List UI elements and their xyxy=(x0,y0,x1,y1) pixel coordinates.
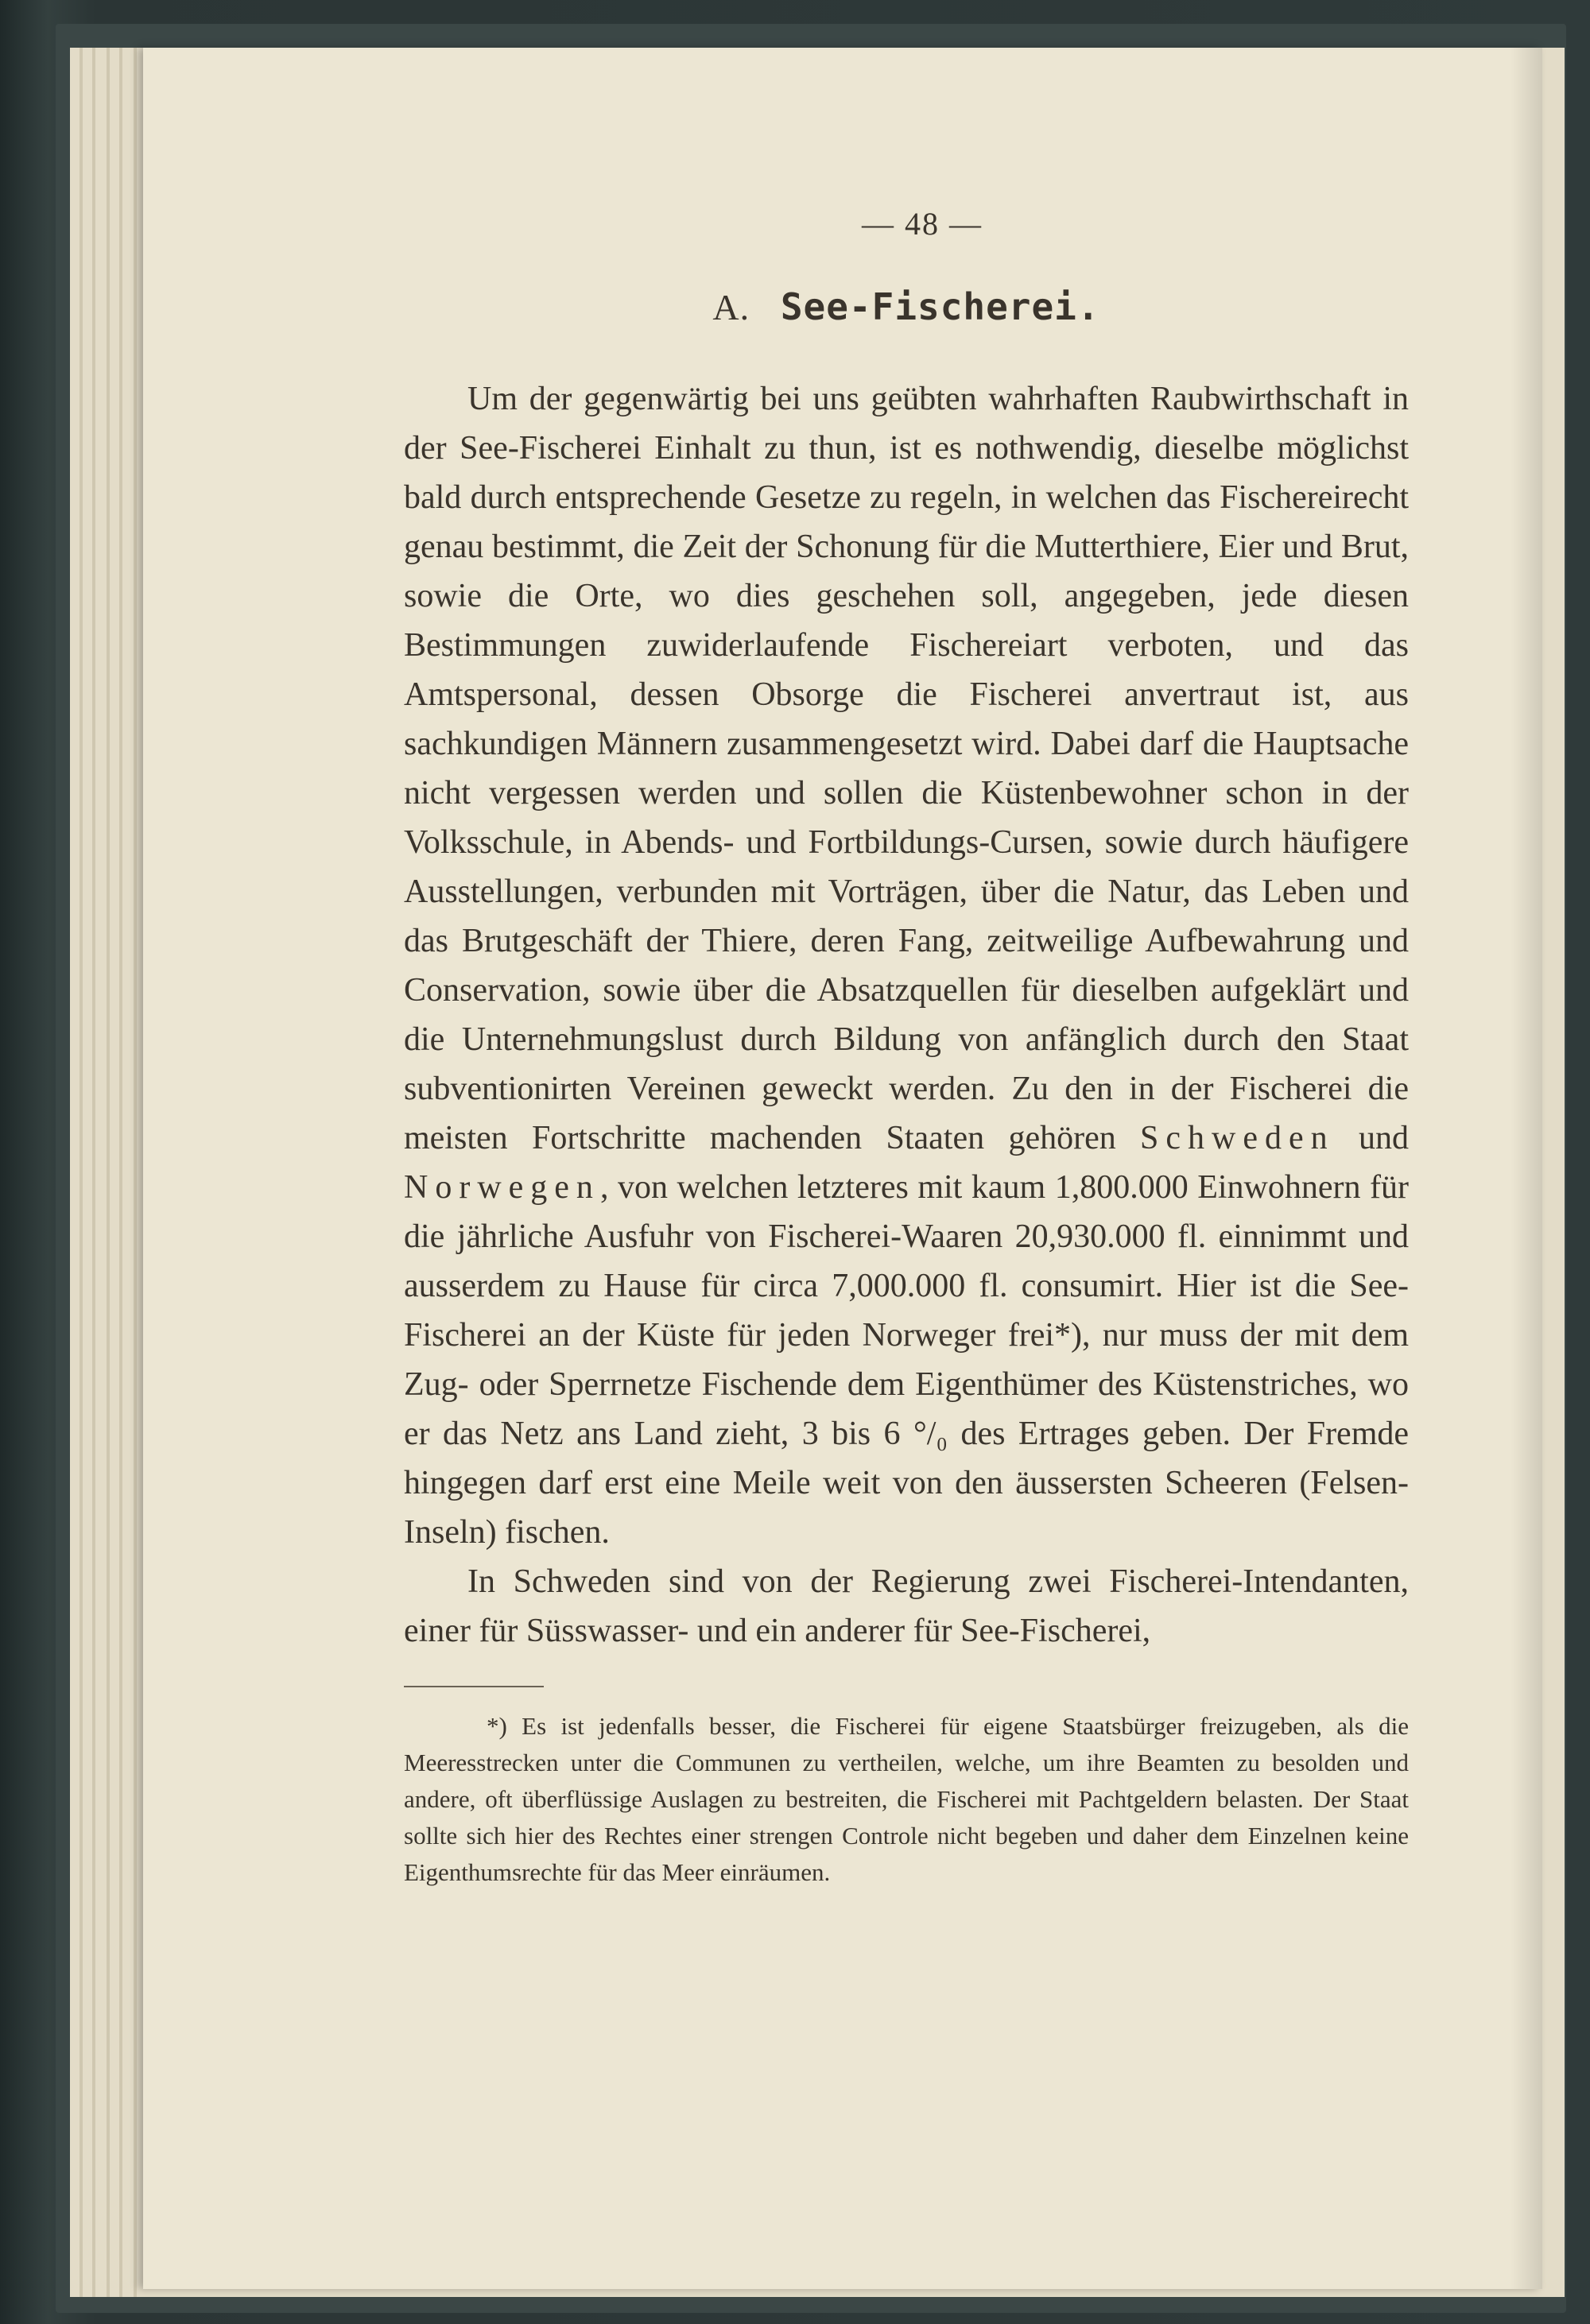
paragraph-2: In Schweden sind von der Regierung zwei Fischerei-Intendanten, einer für Süsswasser- und ein anderer für See-Fischerei, xyxy=(404,1563,1409,1649)
page-edge xyxy=(119,48,122,2297)
page-edge xyxy=(80,48,83,2297)
section-title: See-Fischerei. xyxy=(780,285,1100,328)
page-edge xyxy=(92,48,95,2297)
page-gutter-shadow xyxy=(1510,48,1542,2289)
paragraph-1 xyxy=(404,374,1409,1557)
country-norway: Norwegen xyxy=(404,1169,600,1206)
footnote-divider xyxy=(404,1686,544,1687)
paragraph-1-part-3: des Ertrages geben. Der Fremde hingegen darf erst eine Meile weit von den äussersten Scheeren (Felsen-Inseln) fischen. xyxy=(404,1416,1410,1551)
country-sweden: Schweden xyxy=(1140,1120,1335,1156)
page-edge xyxy=(107,48,110,2297)
paragraph-1-part-1: Um der gegenwärtig bei uns geübten wahrhaften Raubwirthschaft in der See-Fischerei Einhalt zu thun, ist es nothwendig, dieselbe möglichst bald durch entsprechende Gesetze zu regeln, in welchen das Fischereirecht genau bestimmt, die Zeit der Schonung für die Mutterthiere, Eier und Brut, sowie die Orte, wo dies geschehen soll, angegeben, jede diesen Bestimmungen zuwiderlaufende Fischereiart verboten, und das Amtspersonal, dessen Obsorge die Fischerei anvertraut ist, aus sachkundigen Männern zusammengesetzt wird. Dabei darf die Hauptsache nicht vergessen werden und sollen die Küstenbewohner schon in der Volksschule, in Abends- und Fortbildungs-Cursen, sowie durch häufigere Ausstellungen, verbunden mit Vorträgen, über die Natur, das Leben und das Brutgeschäft der Thiere, deren Fang, zeitweilige Aufbewahrung und Conservation, sowie über die Absatzquellen für dieselben aufgeklärt und die Unternehmungslust durch Bildung von anfänglich durch den Staat subventionirten Vereinen geweckt werden. Zu den in der Fischerei die meisten Fortschritte machenden Staaten gehören xyxy=(404,381,1409,1156)
section-heading xyxy=(404,285,1409,328)
per-mille-sign: °/₀ xyxy=(913,1416,948,1452)
page-content xyxy=(404,205,1409,1891)
page-edge xyxy=(134,48,137,2297)
section-prefix: A. xyxy=(712,287,750,327)
paragraph-1-part-2: , von welchen letzteres mit kaum 1,800.000 Einwohnern für die jährliche Ausfuhr von Fischerei-Waaren 20,930.000 fl. einnimmt und ausserdem zu Hause für circa 7,000.000 fl. consumirt. Hier ist die See-Fischerei an der Küste für jeden Norweger frei*), nur muss der mit dem Zug- oder Sperrnetze Fischende dem Eigenthümer des Küstenstriches, wo er das Netz ans Land zieht, 3 bis 6 xyxy=(404,1169,1409,1452)
joiner-text: und xyxy=(1359,1120,1409,1156)
page-number: — 48 — xyxy=(862,206,983,242)
footnote: *) Es ist jedenfalls besser, die Fischerei für eigene Staatsbürger freizugeben, als die Meeresstrecken unter die Communen zu vertheilen, welche, um ihre Beamten zu besolden und andere, oft überflüssige Auslagen zu bestreiten, die Fischerei mit Pachtgeldern belasten. Der Staat sollte sich hier des Rechtes einer strengen Controle nicht begeben und daher dem Einzelnen keine Eigenthumsrechte für das Meer einräumen. xyxy=(404,1712,1409,1886)
